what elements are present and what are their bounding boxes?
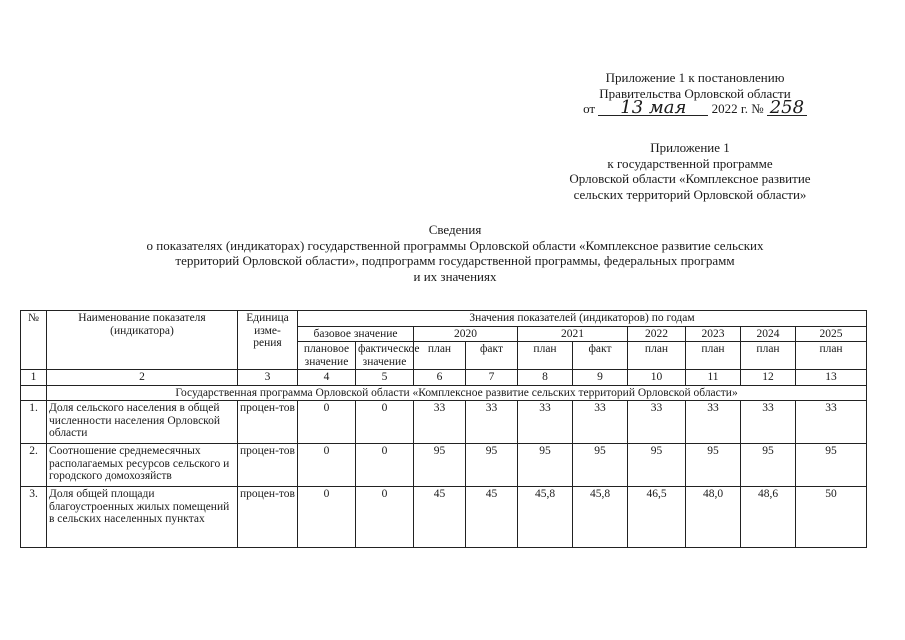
row-value: 0 bbox=[356, 401, 414, 444]
header-plan-2024: план bbox=[741, 342, 796, 370]
program-attachment-header bbox=[540, 140, 840, 202]
row-unit: процен-тов bbox=[238, 487, 298, 548]
row-value: 33 bbox=[796, 401, 867, 444]
row-value: 33 bbox=[573, 401, 628, 444]
row-value: 95 bbox=[686, 444, 741, 487]
row-value: 95 bbox=[414, 444, 466, 487]
title-line-3: территорий Орловской области», подпрограмм государственной программы, федеральных программ bbox=[175, 253, 735, 268]
row-value: 0 bbox=[298, 401, 356, 444]
row-value: 33 bbox=[741, 401, 796, 444]
row-value: 50 bbox=[796, 487, 867, 548]
row-name: Соотношение среднемесячных располагаемых ресурсов сельского и городского домохозяйств bbox=[47, 444, 238, 487]
row-value: 95 bbox=[518, 444, 573, 487]
row-value: 0 bbox=[298, 444, 356, 487]
header-fact-value: фактическое значение bbox=[356, 342, 414, 370]
col-num: 7 bbox=[466, 370, 518, 386]
from-label: от bbox=[583, 101, 596, 116]
header-values: Значения показателей (индикаторов) по годам bbox=[298, 311, 867, 327]
program-line-4: сельских территорий Орловской области» bbox=[573, 186, 807, 202]
header-plan-2020: план bbox=[414, 342, 466, 370]
section-spacer bbox=[21, 385, 47, 401]
attachment-line-1: Приложение 1 к постановлению bbox=[605, 70, 785, 85]
year-label: 2022 г. № bbox=[711, 101, 764, 116]
program-line-3: Орловской области «Комплексное развитие bbox=[569, 171, 811, 186]
row-value: 33 bbox=[686, 401, 741, 444]
indicators-table bbox=[20, 310, 867, 548]
header-plan-2021: план bbox=[518, 342, 573, 370]
row-value: 95 bbox=[741, 444, 796, 487]
row-value: 95 bbox=[573, 444, 628, 487]
col-num: 3 bbox=[238, 370, 298, 386]
col-num: 2 bbox=[47, 370, 238, 386]
attachment-line-2: Правительства Орловской области bbox=[599, 85, 791, 101]
resolution-date-line bbox=[560, 97, 830, 118]
section-row bbox=[21, 385, 867, 401]
row-no: 3. bbox=[21, 487, 47, 548]
row-value: 33 bbox=[466, 401, 518, 444]
row-value: 33 bbox=[414, 401, 466, 444]
attachment-header bbox=[560, 70, 830, 117]
row-unit: процен-тов bbox=[238, 401, 298, 444]
header-plan-2022: план bbox=[628, 342, 686, 370]
handwritten-date: 13 мая bbox=[598, 101, 708, 116]
row-unit: процен-тов bbox=[238, 444, 298, 487]
row-value: 45 bbox=[414, 487, 466, 548]
header-fact-2020: факт bbox=[466, 342, 518, 370]
header-2023: 2023 bbox=[686, 326, 741, 342]
row-value: 45,8 bbox=[573, 487, 628, 548]
row-value: 45 bbox=[466, 487, 518, 548]
row-value: 0 bbox=[356, 444, 414, 487]
row-name: Доля сельского населения в общей численности населения Орловской области bbox=[47, 401, 238, 444]
row-name: Доля общей площади благоустроенных жилых помещений в сельских населенных пунктах bbox=[47, 487, 238, 548]
row-value: 33 bbox=[518, 401, 573, 444]
header-base: базовое значение bbox=[298, 326, 414, 342]
header-plan-value: плановое значение bbox=[298, 342, 356, 370]
row-value: 48,0 bbox=[686, 487, 741, 548]
row-value: 48,6 bbox=[741, 487, 796, 548]
row-value: 0 bbox=[298, 487, 356, 548]
header-no: № bbox=[21, 311, 47, 370]
row-value: 95 bbox=[466, 444, 518, 487]
header-name: Наименование показателя (индикатора) bbox=[47, 311, 238, 370]
header-2024: 2024 bbox=[741, 326, 796, 342]
col-num: 13 bbox=[796, 370, 867, 386]
table-row bbox=[21, 487, 867, 548]
header-plan-2023: план bbox=[686, 342, 741, 370]
document-title bbox=[60, 222, 850, 284]
col-num: 12 bbox=[741, 370, 796, 386]
section-title: Государственная программа Орловской области «Комплексное развитие сельских территорий Орловской области» bbox=[47, 385, 867, 401]
row-value: 95 bbox=[796, 444, 867, 487]
row-value: 95 bbox=[628, 444, 686, 487]
header-2022: 2022 bbox=[628, 326, 686, 342]
col-num: 9 bbox=[573, 370, 628, 386]
col-num: 1 bbox=[21, 370, 47, 386]
row-value: 46,5 bbox=[628, 487, 686, 548]
header-fact-2021: факт bbox=[573, 342, 628, 370]
row-no: 2. bbox=[21, 444, 47, 487]
header-2021: 2021 bbox=[518, 326, 628, 342]
program-line-1: Приложение 1 bbox=[650, 140, 730, 155]
header-plan-2025: план bbox=[796, 342, 867, 370]
col-num: 5 bbox=[356, 370, 414, 386]
col-num: 11 bbox=[686, 370, 741, 386]
row-value: 33 bbox=[628, 401, 686, 444]
row-value: 45,8 bbox=[518, 487, 573, 548]
row-value: 0 bbox=[356, 487, 414, 548]
col-num: 4 bbox=[298, 370, 356, 386]
row-no: 1. bbox=[21, 401, 47, 444]
title-line-2: о показателях (индикаторах) государственной программы Орловской области «Комплексное развитие сельских bbox=[146, 237, 764, 253]
column-numbers-row bbox=[21, 370, 867, 386]
title-line-1: Сведения bbox=[428, 222, 482, 237]
program-line-2: к государственной программе bbox=[607, 155, 773, 171]
col-num: 8 bbox=[518, 370, 573, 386]
header-unit: Единица изме-рения bbox=[238, 311, 298, 370]
col-num: 10 bbox=[628, 370, 686, 386]
table-row bbox=[21, 444, 867, 487]
title-line-4: и их значениях bbox=[413, 268, 497, 284]
header-2020: 2020 bbox=[414, 326, 518, 342]
header-2025: 2025 bbox=[796, 326, 867, 342]
col-num: 6 bbox=[414, 370, 466, 386]
table-row bbox=[21, 401, 867, 444]
handwritten-number: 258 bbox=[767, 101, 807, 116]
